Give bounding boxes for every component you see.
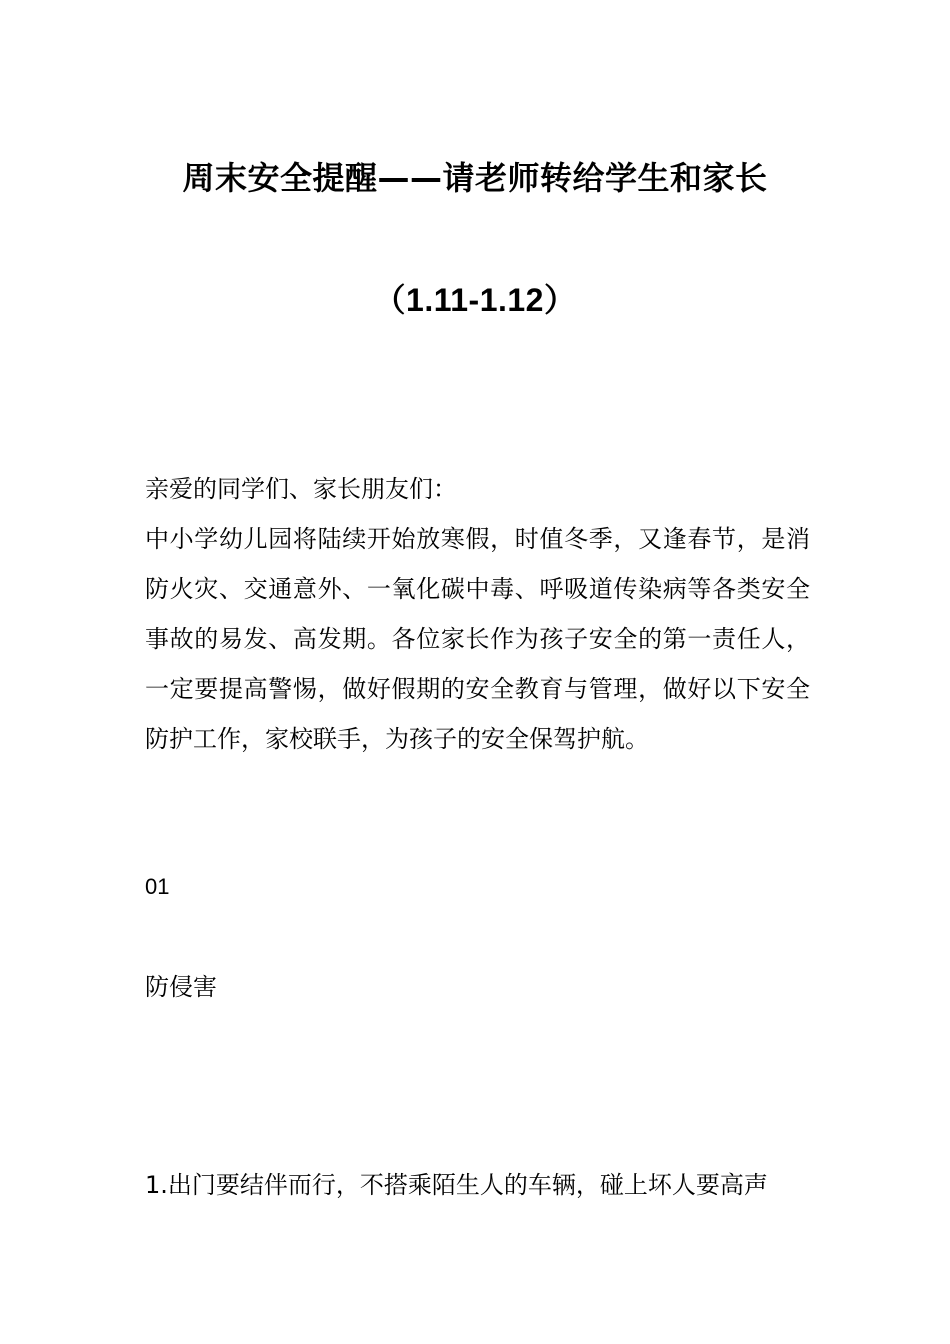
document-title: 周末安全提醒——请老师转给学生和家长 <box>182 159 768 197</box>
list-item: 1.出门要结伴而行，不搭乘陌生人的车辆，碰上坏人要高声 <box>145 1171 768 1199</box>
intro-paragraph: 中小学幼儿园将陆续开始放寒假，时值冬季，又逢春节，是消防火灾、交通意外、一氧化碳中毒、呼吸道传染病等各类安全事故的易发、高发期。各位家长作为孩子安全的第一责任人，一定要提高警惕，做好假期的安全教育与管理，做好以下安全防护工作，家校联手，为孩子的安全保驾护航。 <box>145 525 810 753</box>
document-date-range: （1.11-1.12） <box>373 282 577 318</box>
section-heading: 防侵害 <box>145 973 217 1001</box>
section-number: 01 <box>145 874 170 899</box>
salutation-paragraph: 亲爱的同学们、家长朋友们： <box>145 475 457 503</box>
